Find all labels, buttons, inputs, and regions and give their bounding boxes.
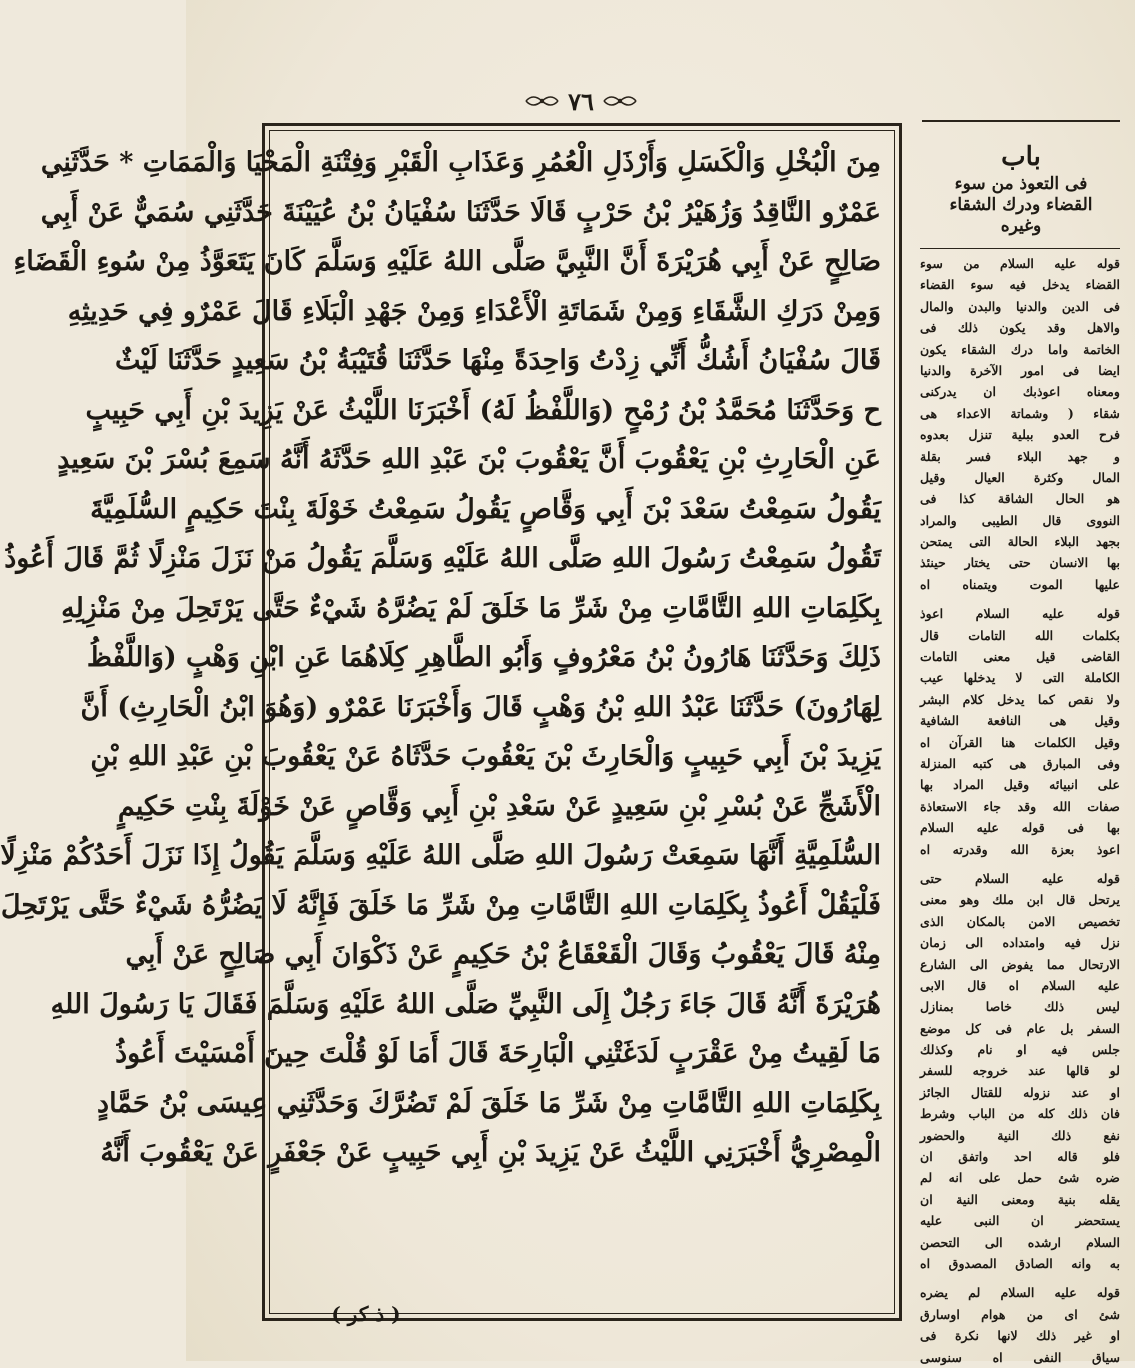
margin-note-line: ضره شئ حمل على انه لم	[920, 1170, 1120, 1186]
main-text-frame	[0, 123, 902, 1321]
chapter-heading-line: القضاء ودرك الشقاء	[949, 195, 1093, 215]
text-line: يَزِيدَ بْنَ أَبِي حَبِيبٍ وَالْحَارِثَ بْنَ يَعْقُوبَ حَدَّثَاهُ عَنْ يَعْقُوبَ بْنِ عَبْدِ اللهِ بْنِ	[90, 741, 881, 772]
margin-note-line: السلام ارشده الى التحصن	[920, 1234, 1120, 1250]
text-line: وَمِنْ دَرَكِ الشَّقَاءِ وَمِنْ شَمَاتَةِ الْأَعْدَاءِ وَمِنْ جَهْدِ الْبَلَاءِ قَالَ عَمْرٌو فِي حَدِيثِهِ	[67, 295, 881, 327]
text-line: يَقُولُ سَمِعْتُ سَعْدَ بْنَ أَبِي وَقَّاصٍ يَقُولُ سَمِعْتُ خَوْلَةَ بِنْتَ حَكِيمٍ السُّلَمِيَّةَ	[90, 493, 881, 525]
margin-note-line: اعوذ بعزة الله وقدرته اه	[920, 841, 1120, 857]
margin-notes	[920, 248, 1120, 1365]
margin-note-line: يقله بنية ومعنى النية ان	[920, 1191, 1120, 1207]
right-ornament-icon	[602, 92, 638, 110]
text-line: مِنْهُ قَالَ يَعْقُوبُ وَقَالَ الْقَعْقَاعُ بْنُ حَكِيمٍ عَنْ ذَكْوَانَ أَبِي صَالِحٍ عَنْ أَبِي	[125, 939, 881, 970]
margin-note-line: بجهد البلاء الحالة التى يمتحن	[920, 534, 1120, 550]
text-line: السُّلَمِيَّةِ أَنَّهَا سَمِعَتْ رَسُولَ اللهِ صَلَّى اللهُ عَلَيْهِ وَسَلَّمَ يَقُولُ إِذَا نَزَلَ أَحَدُكُمْ مَنْزِلًا	[0, 840, 881, 871]
margin-note-line: به وانه الصادق المصدوق اه	[920, 1255, 1120, 1271]
text-line: الْمِصْرِيُّ أَخْبَرَنِي اللَّيْثُ عَنْ يَزِيدَ بْنِ أَبِي حَبِيبٍ عَنْ جَعْفَرٍ عَنْ يَعْقُوبَ أَنَّهُ	[100, 1137, 881, 1168]
margin-note-line: الكاملة التى لا يدخلها عيب	[920, 670, 1120, 686]
margin-top-rule	[922, 120, 1120, 122]
margin-note-line: ايضا فى امور الآخرة والدنيا	[920, 362, 1120, 378]
margin-note-line: المال وكثرة العيال وقيل	[920, 469, 1120, 485]
margin-note-line: بها الانسان حتى يختار حينئذ	[920, 555, 1120, 571]
chapter-heading-line: فى التعوذ من سوء	[954, 174, 1088, 194]
margin-note-line: و جهد البلاء فسر بقلة	[920, 448, 1120, 464]
text-line: هُرَيْرَةَ أَنَّهُ قَالَ جَاءَ رَجُلٌ إِلَى النَّبِيِّ صَلَّى اللهُ عَلَيْهِ وَسَلَّمَ فَقَالَ يَا رَسُولَ اللهِ	[50, 988, 881, 1020]
margin-note-line: القاضى قيل معنى التامات	[920, 649, 1120, 665]
text-line: ح وَحَدَّثَنَا مُحَمَّدُ بْنُ رُمْحٍ (وَاللَّفْظُ لَهُ) أَخْبَرَنَا اللَّيْثُ عَنْ يَزِيدَ بْنِ أَبِي حَبِيبٍ	[85, 394, 881, 426]
margin-note-line: يرتحل قال ابن ملك وهو معنى	[920, 892, 1120, 908]
margin-note-line: هو الحال الشاقة كذا فى	[920, 491, 1120, 507]
margin-note-line: قوله عليه السلام حتى	[920, 870, 1120, 886]
margin-note-line: بكلمات الله التامات قال	[920, 627, 1120, 643]
margin-note-line: نزل فيه وامتداده الى زمان	[920, 935, 1120, 951]
text-line: لِهَارُونَ) حَدَّثَنَا عَبْدُ اللهِ بْنُ وَهْبٍ قَالَ وَأَخْبَرَنَا عَمْرٌو (وَهُوَ ابْنُ الْحَارِثِ) أَنَّ	[80, 691, 881, 723]
text-line: مَا لَقِيتُ مِنْ عَقْرَبٍ لَدَغَتْنِي الْبَارِحَةَ قَالَ أَمَا لَوْ قُلْتَ حِينَ أَمْسَيْتَ أَعُوذُ	[115, 1038, 881, 1069]
margin-note-line: القضاء يدخل فيه سوء القضاء	[920, 277, 1120, 293]
margin-note-line: فى الدين والدنيا والبدن والمال	[920, 298, 1120, 314]
margin-note-line: فرح العدو ببلية تنزل بعدوه	[920, 427, 1120, 443]
margin-note-line: قوله عليه السلام من سوء	[920, 256, 1120, 271]
margin-note-line: والاهل وقد يكون ذلك فى	[920, 320, 1120, 336]
hadith-text	[0, 138, 881, 1308]
margin-note-line: بها فى قوله عليه السلام	[920, 820, 1120, 836]
margin-note-line: لو قالها عند خروجه للسفر	[920, 1063, 1120, 1079]
margin-note-line: قوله عليه السلام اعوذ	[920, 606, 1120, 622]
text-line: عَنِ الْحَارِثِ بْنِ يَعْقُوبَ أَنَّ يَعْقُوبَ بْنَ عَبْدِ اللهِ حَدَّثَهُ أَنَّهُ سَمِعَ بُسْرَ بْنَ سَعِيدٍ	[57, 444, 881, 475]
margin-note-line: النووى قال الطيبى والمراد	[920, 512, 1120, 528]
margin-note-line: وقيل الكلمات هنا القرآن اه	[920, 734, 1120, 750]
margin-note-line: عليه السلام اه قال الابى	[920, 977, 1120, 993]
margin-note-line: وفى المبارق هى كتبه المنزلة	[920, 755, 1120, 771]
margin-note-line: تخصيص الامن بالمكان الذى	[920, 913, 1120, 929]
margin-note-line: نفع ذلك النية والحضور	[920, 1127, 1120, 1143]
margin-note-line: يستحضر ان النبى عليه	[920, 1213, 1120, 1229]
left-ornament-icon	[524, 92, 560, 110]
margin-note-line: الخاتمة واما درك الشقاء يكون	[920, 341, 1120, 357]
margin-note-line: صفات الله وقد جاء الاستعاذة	[920, 798, 1120, 814]
text-line: بِكَلِمَاتِ اللهِ التَّامَّاتِ مِنْ شَرِّ مَا خَلَقَ لَمْ يَضُرَّهُ شَيْءٌ حَتَّى يَرْتَحِلَ مِنْ مَنْزِلِهِ	[61, 592, 881, 624]
margin-note-line: سياق النفى اه سنوسى	[920, 1349, 1120, 1365]
margin-note-line: ليس ذلك خاصا بمنازل	[920, 999, 1120, 1015]
text-line: بِكَلِمَاتِ اللهِ التَّامَّاتِ مِنْ شَرِّ مَا خَلَقَ لَمْ تَضُرَّكَ وَحَدَّثَنِي عِيسَى بْنُ حَمَّادٍ	[97, 1087, 881, 1119]
margin-note-line: عليها الموت ويتمناه اه	[920, 576, 1120, 592]
chapter-heading-line: وغيره	[1000, 216, 1042, 236]
margin-note-line: الارتحال مما يفوض الى الشارع	[920, 956, 1120, 972]
margin-note-line: وقيل هى النافعة الشافية	[920, 713, 1120, 729]
chapter-heading	[916, 140, 1126, 237]
margin-note-line: السفر بل عام فى كل موضع	[920, 1020, 1120, 1036]
margin-commentary	[916, 120, 1126, 1365]
margin-note-line: قوله عليه السلام لم يضره	[920, 1285, 1120, 1301]
margin-note-line: ومعناه اعوذبك ان يدركنى	[920, 384, 1120, 400]
margin-note-line: جلس فيه او نام وكذلك	[920, 1042, 1120, 1058]
margin-note-line: فلو قاله احد واتفق ان	[920, 1149, 1120, 1165]
margin-note-line: فان ذلك كله من الباب وشرط	[920, 1106, 1120, 1122]
text-line: صَالِحٍ عَنْ أَبِي هُرَيْرَةَ أَنَّ النَّبِيَّ صَلَّى اللهُ عَلَيْهِ وَسَلَّمَ كَانَ يَتَعَوَّذُ مِنْ سُوءِ الْقَضَاءِ	[13, 246, 881, 277]
margin-note-line: على انبيائه وقيل المراد بها	[920, 777, 1120, 793]
margin-note-line: او غير ذلك لانها نكرة فى	[920, 1328, 1120, 1344]
margin-note-line: او عند نزوله للقتال الجائز	[920, 1084, 1120, 1100]
page-header	[516, 86, 646, 116]
text-line: عَمْرٌو النَّاقِدُ وَزُهَيْرُ بْنُ حَرْبٍ قَالَا حَدَّثَنَا سُفْيَانُ بْنُ عُيَيْنَةَ حَدَّثَنِي سُمَيٌّ عَنْ أَبِي	[40, 196, 881, 228]
margin-note-line: شئ اى من هوام اوسارق	[920, 1306, 1120, 1322]
text-line: تَقُولُ سَمِعْتُ رَسُولَ اللهِ صَلَّى اللهُ عَلَيْهِ وَسَلَّمَ يَقُولُ مَنْ نَزَلَ مَنْزِلًا ثُمَّ قَالَ أَعُوذُ	[4, 543, 881, 574]
text-line: الْأَشَجِّ عَنْ بُسْرِ بْنِ سَعِيدٍ عَنْ سَعْدِ بْنِ أَبِي وَقَّاصٍ عَنْ خَوْلَةَ بِنْتِ حَكِيمٍ	[117, 790, 881, 822]
page-number: ٧٦	[568, 86, 594, 116]
margin-note-line: ولا نقص كما يدخل كلام البشر	[920, 691, 1120, 707]
text-line: قَالَ سُفْيَانُ أَشُكُّ أَنِّي زِدْتُ وَاحِدَةً مِنْهَا حَدَّثَنَا قُتَيْبَةُ بْنُ سَعِيدٍ حَدَّثَنَا لَيْثٌ	[115, 345, 881, 376]
text-line: ذَلِكَ وَحَدَّثَنَا هَارُونُ بْنُ مَعْرُوفٍ وَأَبُو الطَّاهِرِ كِلَاهُمَا عَنِ ابْنِ وَهْبٍ (وَاللَّفْظُ	[86, 642, 881, 673]
margin-note-line: شقاء ( وشماتة الاعداء هى	[920, 405, 1120, 421]
catchword: ( ذ كر )	[331, 1302, 401, 1326]
text-line: مِنَ الْبُخْلِ وَالْكَسَلِ وَأَرْذَلِ الْعُمُرِ وَعَذَابِ الْقَبْرِ وَفِتْنَةِ الْمَحْيَا وَالْمَمَاتِ * حَدَّثَنِي	[40, 147, 881, 178]
chapter-heading-bab: باب	[1001, 142, 1041, 172]
text-line: فَلْيَقُلْ أَعُوذُ بِكَلِمَاتِ اللهِ التَّامَّاتِ مِنْ شَرِّ مَا خَلَقَ فَإِنَّهُ لَا يَضُرُّهُ شَيْءٌ حَتَّى يَرْتَحِلَ	[0, 889, 881, 921]
